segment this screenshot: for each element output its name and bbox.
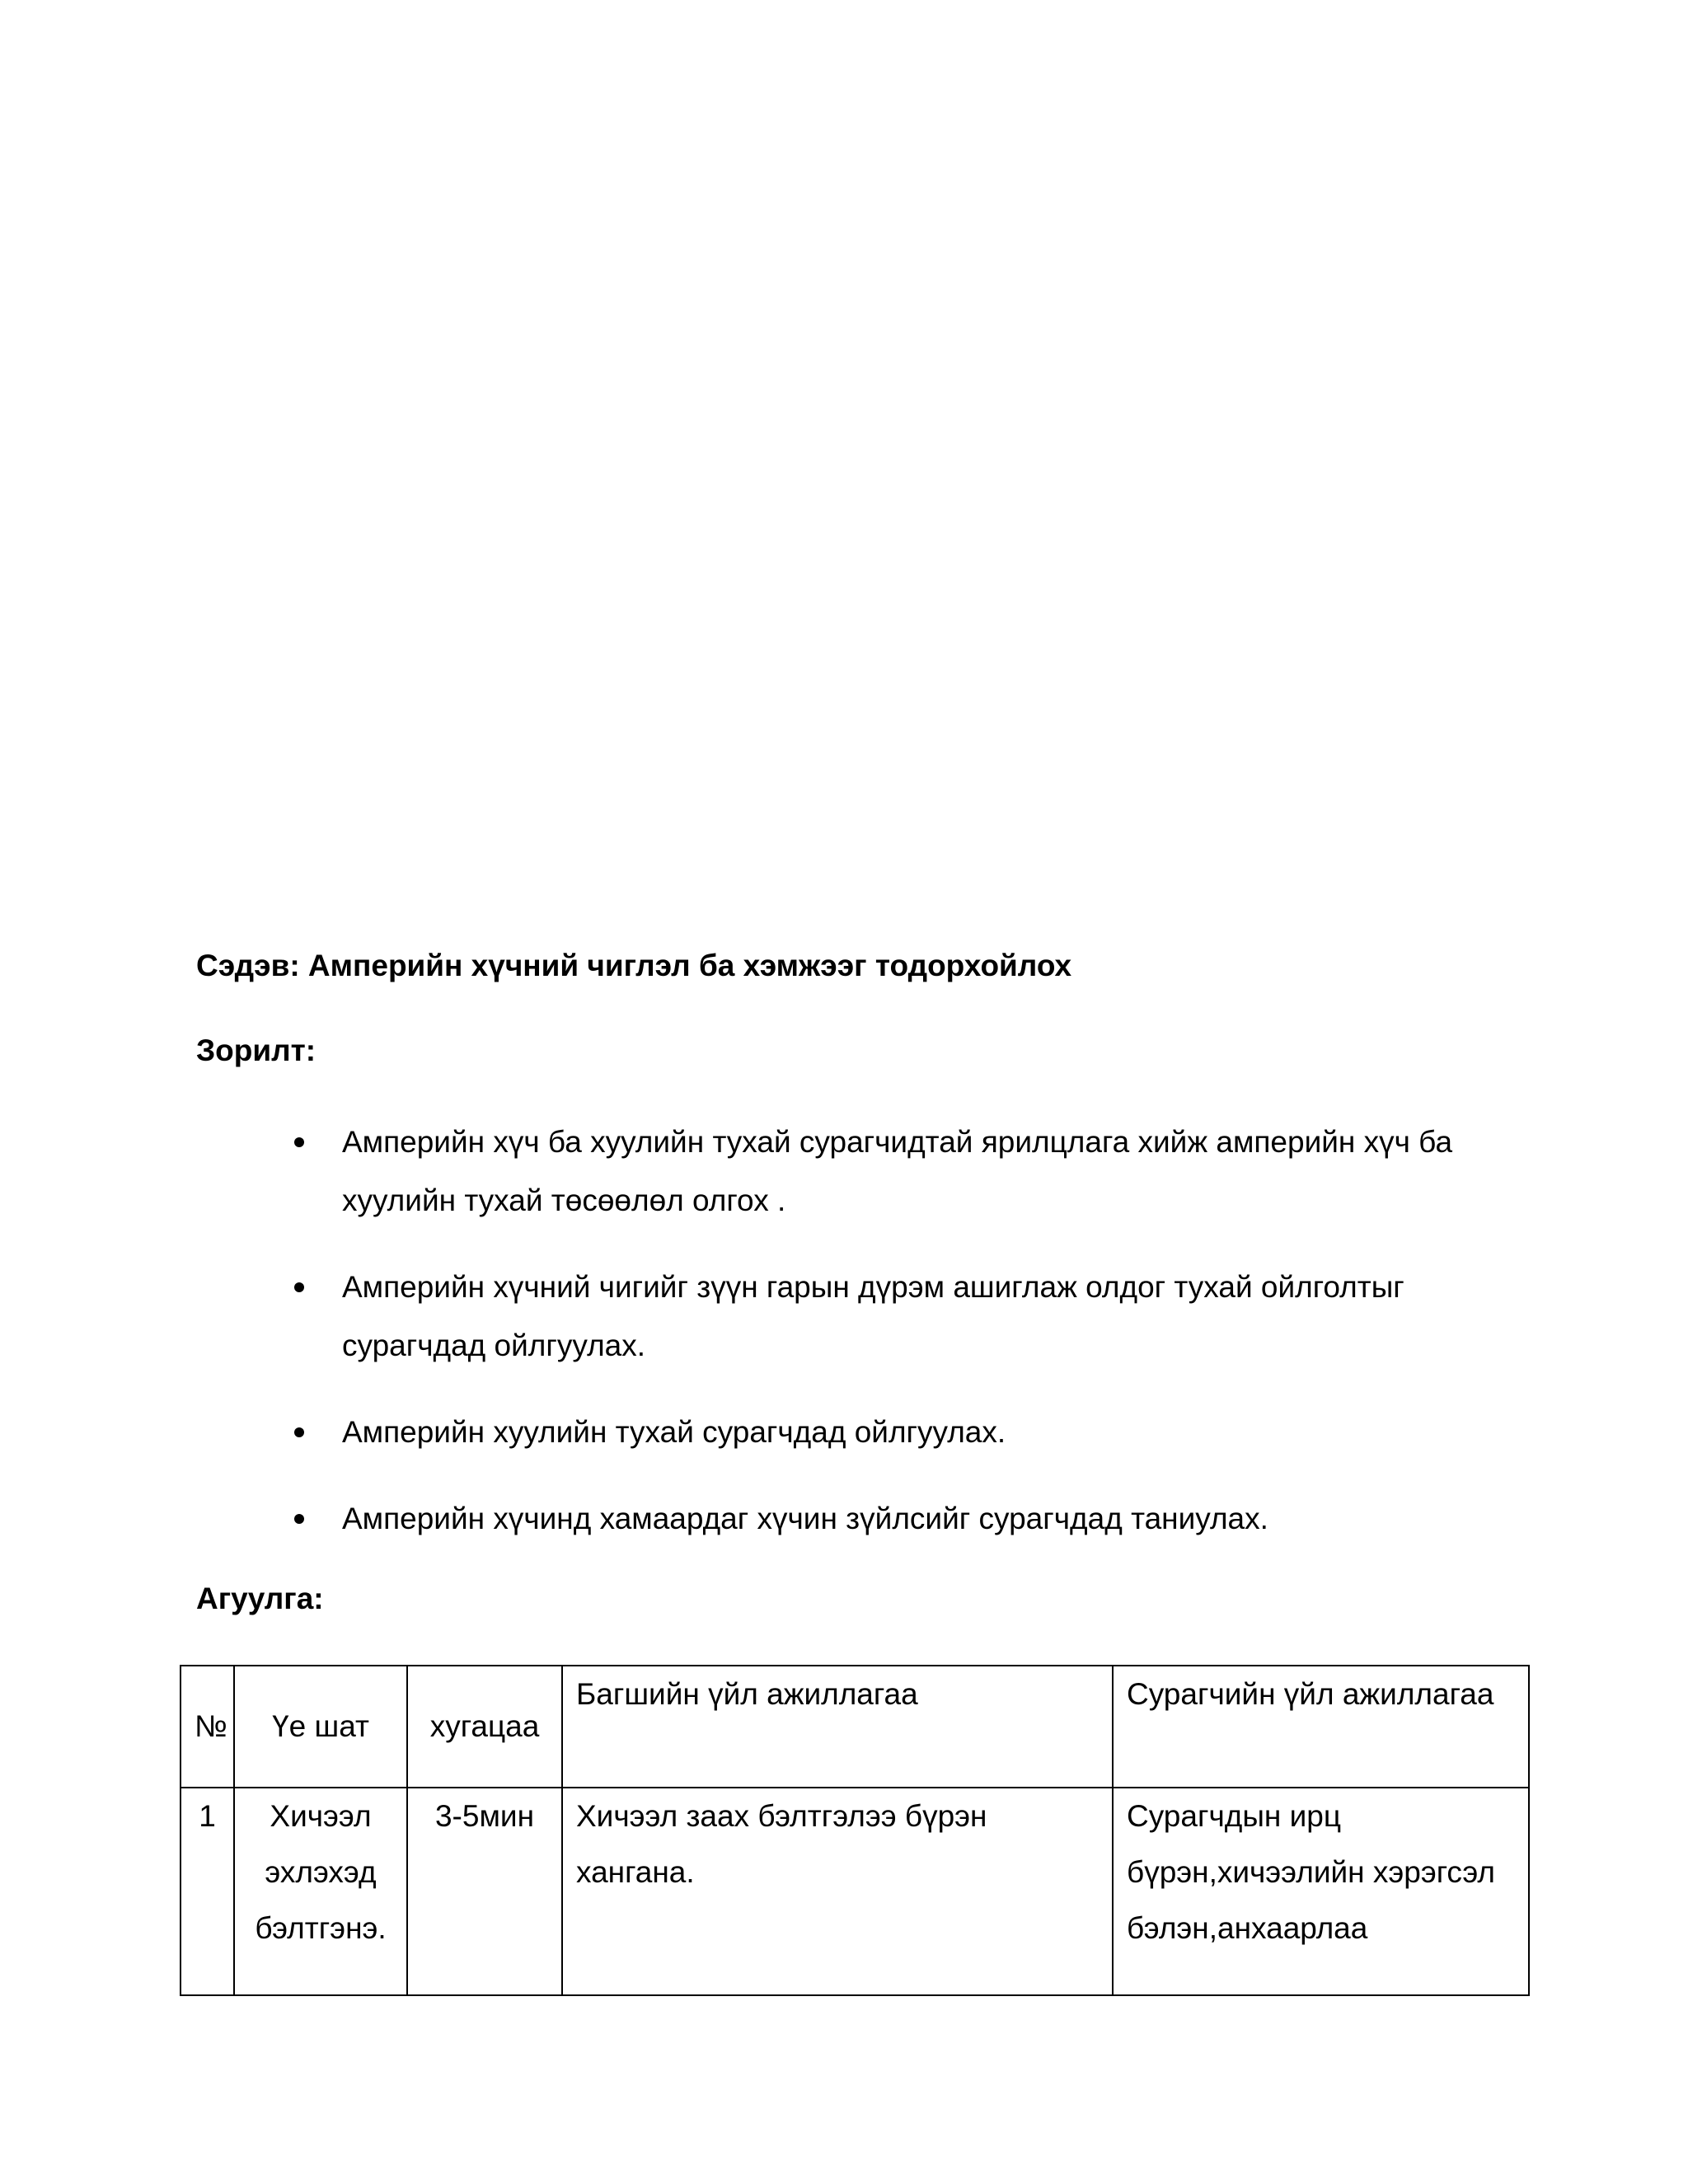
goal-heading: Зорилт: [196,1033,316,1067]
cell-duration: 3-5мин [407,1788,562,1995]
lesson-title: Сэдэв: Амперийн хүчний чиглэл ба хэмжээг тодорхойлох [196,949,1072,982]
goal-item [342,1403,1463,1461]
cell-teacher-activity: Хичээл заах бэлтгэлээ бүрэн хангана. [562,1788,1113,1995]
goal-item [342,1258,1463,1375]
bullet-icon [294,1282,304,1292]
lesson-plan-table [180,1665,1530,1996]
header-student-activity: Сурагчийн үйл ажиллагаа [1113,1666,1529,1788]
goal-item-text: Амперийн хуулийн тухай сурагчдад ойлгуулах. [342,1415,1006,1449]
cell-stage: Хичээл эхлэхэд бэлтгэнэ. [234,1788,407,1995]
header-no: № [181,1666,234,1788]
header-stage: Үе шат [234,1666,407,1788]
bullet-icon [294,1137,304,1147]
header-duration: хугацаа [407,1666,562,1788]
goal-list [342,1113,1463,1576]
table-header-row [181,1666,1529,1788]
goal-item [342,1113,1463,1230]
content-heading: Агуулга: [196,1582,324,1615]
goal-item-text: Амперийн хүчинд хамаардаг хүчин зүйлсийг сурагчдад таниулах. [342,1502,1268,1535]
cell-student-activity: Сурагчдын ирц бүрэн,хичээлийн хэрэгсэл бэлэн,анхаарлаа [1113,1788,1529,1995]
header-teacher-activity: Багшийн үйл ажиллагаа [562,1666,1113,1788]
goal-item-text: Амперийн хүчний чигийг зүүн гарын дүрэм ашиглаж олдог тухай ойлголтыг сурагчдад ойлгуулах. [342,1270,1404,1362]
table-row [181,1788,1529,1995]
goal-item [342,1489,1463,1548]
bullet-icon [294,1514,304,1524]
goal-item-text: Амперийн хүч ба хуулийн тухай сурагчидтай ярилцлага хийж амперийн хүч ба хуулийн тухай төсөөлөл олгох . [342,1125,1453,1217]
bullet-icon [294,1427,304,1437]
cell-no: 1 [181,1788,234,1995]
